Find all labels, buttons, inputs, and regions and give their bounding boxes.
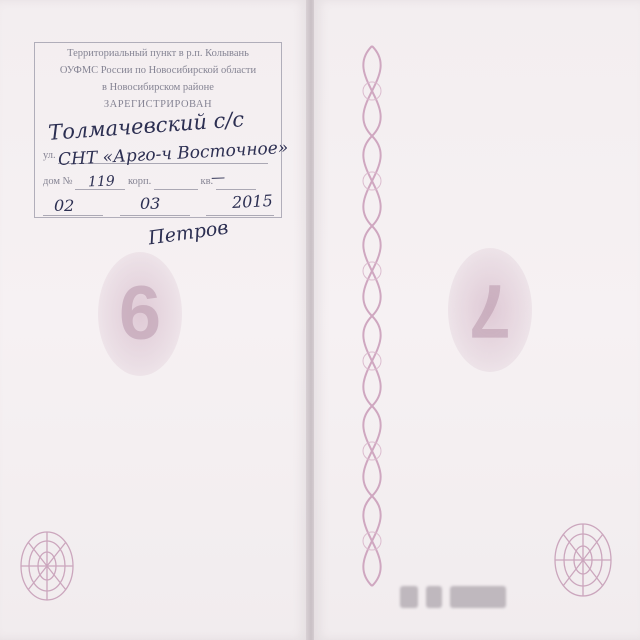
stamp-line-office: Территориальный пункт в р.п. Колывань [67, 48, 249, 59]
handwritten-house-number: 119 [87, 173, 116, 191]
stamp-korp-label: корп. [127, 176, 152, 187]
handwritten-year: 2015 [231, 190, 274, 213]
redacted-block [426, 586, 442, 608]
redacted-block [400, 586, 418, 608]
page-number-6: 6 [98, 252, 182, 376]
page-number-7: 7 [448, 248, 532, 372]
handwritten-signature: Петров [146, 216, 230, 250]
right-page [314, 0, 640, 640]
stamp-line-district: в Новосибирском районе [102, 82, 214, 93]
handwritten-street: СНТ «Арго-ч Восточное» [57, 137, 289, 171]
handwritten-month: 03 [140, 194, 161, 213]
stamp-house-prefix: дом № [43, 176, 73, 187]
handwritten-kv-dash: — [210, 169, 226, 187]
stamp-line-department: ОУФМС России по Новосибирской области [59, 65, 257, 76]
stamp-kv-label: кв. [200, 176, 214, 187]
redacted-serial-number [400, 586, 506, 610]
handwritten-village: Толмачевский с/с [47, 107, 245, 145]
rosette-ornament-icon [12, 526, 82, 606]
left-page [0, 0, 308, 640]
rosette-ornament-icon [546, 518, 620, 602]
stamp-line-registered: ЗАРЕГИСТРИРОВАН [103, 99, 213, 110]
ornamental-strip-icon [338, 36, 406, 596]
stamp-street-prefix: ул. [43, 150, 56, 161]
handwritten-day: 02 [54, 196, 75, 215]
redacted-block [450, 586, 506, 608]
